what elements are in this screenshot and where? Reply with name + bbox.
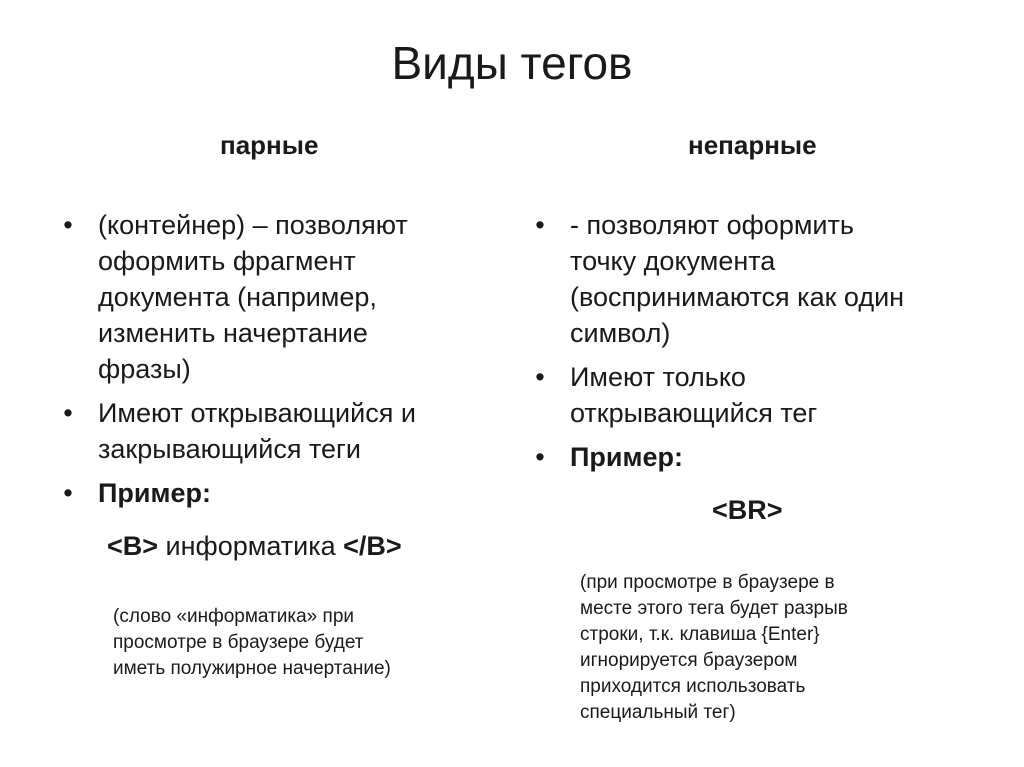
heading-unpaired: непарные xyxy=(688,130,817,160)
example-label: Пример: xyxy=(98,478,211,508)
bullet-line: Имеют открывающийся и xyxy=(98,398,416,428)
bullet-icon: • xyxy=(535,210,545,240)
note-line: строки, т.к. клавиша {Enter} xyxy=(580,624,820,645)
unpaired-example: <BR> xyxy=(712,495,783,525)
bullet-line: закрывающийся теги xyxy=(98,434,361,464)
paired-note xyxy=(113,604,473,682)
example-label: Пример: xyxy=(570,442,683,472)
bullet-line: фразы) xyxy=(98,354,191,384)
paired-bullet-example xyxy=(58,475,488,511)
note-line: специальный тег) xyxy=(580,702,736,723)
note-line: приходится использовать xyxy=(580,676,806,697)
open-tag: <B> xyxy=(107,531,159,561)
bullet-icon: • xyxy=(63,210,73,240)
paired-bullet-list xyxy=(58,207,488,519)
bullet-line: документа (например, xyxy=(98,282,377,312)
bullet-icon: • xyxy=(535,442,545,472)
example-word: информатика xyxy=(158,531,344,561)
bullet-line: открывающийся тег xyxy=(570,398,818,428)
note-line: просмотре в браузере будет xyxy=(113,632,364,653)
note-line: (слово «информатика» при xyxy=(113,606,354,627)
bullet-line: изменить начертание xyxy=(98,318,368,348)
bullet-line: (воспринимаются как один xyxy=(570,282,905,312)
bullet-icon: • xyxy=(63,398,73,428)
unpaired-bullet-list xyxy=(530,207,970,483)
unpaired-bullet-definition xyxy=(530,207,970,351)
paired-bullet-tags xyxy=(58,395,488,467)
paired-example xyxy=(107,528,402,564)
bullet-line: Имеют только xyxy=(570,362,746,392)
bullet-line: символ) xyxy=(570,318,671,348)
close-tag: </B> xyxy=(343,531,402,561)
bullet-line: - позволяют оформить xyxy=(570,210,854,240)
note-line: иметь полужирное начертание) xyxy=(113,658,391,679)
unpaired-note xyxy=(580,570,940,726)
bullet-line: оформить фрагмент xyxy=(98,246,356,276)
bullet-line: (контейнер) – позволяют xyxy=(98,210,408,240)
heading-paired: парные xyxy=(220,130,319,160)
slide-title: Виды тегов xyxy=(391,37,633,89)
note-line: (при просмотре в браузере в xyxy=(580,572,835,593)
unpaired-bullet-tags xyxy=(530,359,970,431)
note-line: месте этого тега будет разрыв xyxy=(580,598,848,619)
bullet-icon: • xyxy=(535,362,545,392)
unpaired-bullet-example xyxy=(530,439,970,475)
paired-bullet-definition xyxy=(58,207,488,387)
note-line: игнорируется браузером xyxy=(580,650,798,671)
bullet-line: точку документа xyxy=(570,246,776,276)
bullet-icon: • xyxy=(63,478,73,508)
